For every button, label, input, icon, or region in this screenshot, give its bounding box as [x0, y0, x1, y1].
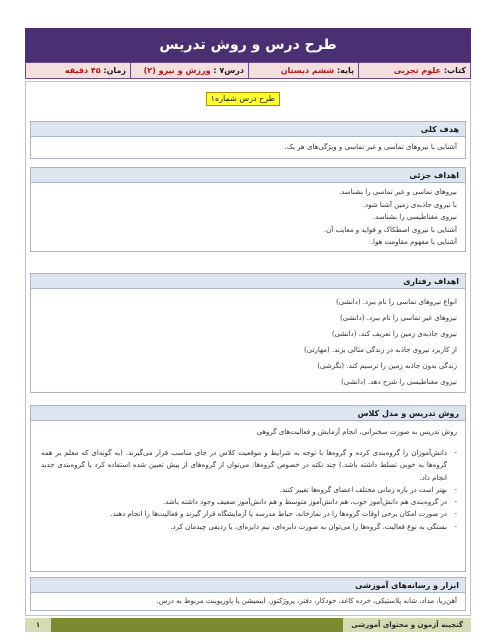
- teaching-method-bullets: [31, 443, 465, 533]
- behavioral-goals-section: [30, 273, 466, 393]
- lesson-info: [130, 63, 248, 78]
- page-footer: [25, 618, 471, 632]
- time-value: ۴۵ دقیقه: [64, 66, 101, 75]
- list-item: از کاربرد نیروی جاذبه در زندگی مثالی بزند. (مهارتی): [304, 345, 457, 354]
- list-item: آشنایی با نیروی اصطکاک و فواید و معایب آن.: [323, 225, 457, 234]
- list-item: نیروی مغناطیسی را شرح دهد. (دانشی): [341, 377, 457, 386]
- time-info: [26, 63, 130, 78]
- list-item: - بهتر است در بازه زمانی مختلف اعضای گروه‌ها تغییر کنند.: [41, 484, 457, 496]
- partial-goals-section: [30, 167, 466, 252]
- lesson-info-bar: [25, 62, 471, 79]
- grade-info: [248, 63, 358, 78]
- list-item: - دانش‌آموزان را گروه‌بندی کرده و گروه‌ها با توجه به شرایط و موقعیت کلاس در جای مناسب قرار می‌گیرند. (به گونه‌ای که معلم بر همه گروه‌ها به خوبی تسلط داشته باشد.) چند نکته در خصوص گروه‌ها: می‌توان از گروه‌های از پیش تعیین شده استفاده کرد یا گروه‌بندی جدید انجام داد.: [41, 447, 457, 484]
- teaching-method-heading: روش تدریس و مدل کلاس: [31, 406, 465, 421]
- general-goal-text: آشنایی با نیروهای تماسی و غیر تماسی و ویژگی‌های هر یک.: [284, 143, 457, 151]
- book-info: [358, 63, 470, 78]
- page-number: ۱: [25, 618, 51, 632]
- list-item: نیروهای تماسی و غیر تماسی را بشناسد.: [338, 188, 457, 196]
- behavioral-goals-heading: اهداف رفتاری: [31, 274, 465, 289]
- grade-label: پایه:: [336, 66, 354, 75]
- list-item: - در صورت امکان برخی اوقات گروه‌ها را در نمازخانه، حیاط مدرسه یا آزمایشگاه قرار گیرند و فعالیت‌ها را انجام دهند.: [41, 508, 457, 520]
- teaching-method-intro: روش تدریس به صورت سخنرانی، انجام آزمایش و فعالیت‌های گروهی: [256, 428, 457, 436]
- lesson-label: درس۷ :: [213, 66, 244, 75]
- list-item: انواع نیروهای تماسی را نام ببرد. (دانشی): [336, 298, 457, 306]
- partial-goals-list: [31, 183, 465, 249]
- list-item: با نیروی جاذبه‌ی زمین آشنا شود.: [362, 200, 457, 209]
- general-goal-heading: هدف کلی: [31, 122, 465, 137]
- list-item: نیروی جاذبه‌ی زمین را تعریف کند. (دانشی): [331, 329, 457, 338]
- page-title: طرح درس و روش تدریس: [25, 28, 471, 62]
- time-label: زمان:: [103, 66, 126, 75]
- list-item: - بستگی به نوع فعالیت، گروه‌ها را می‌توان به صورت دایره‌ای، نیم دایره‌ای، یا ردیفی چیدمان کرد.: [41, 521, 457, 533]
- tools-text: آهن‌ربا، مداد، شانه پلاستیکی، خرده کاغذ، خودکار، دفتر، پروژکتور، اینمیشن یا پاورپوینت مربوط به درس.: [156, 597, 457, 605]
- general-goal-section: [30, 121, 466, 159]
- list-item: نیروهای غیر تماسی را نام ببرد. (دانشی): [340, 313, 457, 322]
- partial-goals-heading: اهداف جزئی: [31, 168, 465, 183]
- tools-heading: ابزار و رسانه‌های آموزشی: [31, 578, 465, 593]
- book-value: علوم تجربی: [393, 66, 442, 75]
- grade-value: ششم دبستان: [280, 66, 335, 75]
- book-label: کتاب:: [443, 66, 466, 75]
- footer-brand: گنجینه آزمون و محتوای آموزشی: [343, 618, 471, 632]
- list-item: آشنایی با مفهوم مقاومت هوا.: [370, 238, 457, 247]
- teaching-method-section: [30, 405, 466, 572]
- list-item: - در گروه‌بندی هم دانش‌آموز خوب، هم دانش‌آموز متوسط و هم دانش‌آموز ضعیف وجود داشته باشد.: [41, 496, 457, 508]
- lesson-value: ورزش و نیرو (۲): [143, 66, 211, 75]
- list-item: نیروی مغناطیسی را بشناسد.: [372, 213, 457, 222]
- tools-section: [30, 577, 466, 611]
- list-item: زندگی بدون جاذبه زمین را ترسیم کند. (نگرشی): [317, 361, 457, 370]
- plan-number-label: طرح درس شماره۱: [206, 92, 280, 106]
- behavioral-goals-list: [31, 289, 465, 390]
